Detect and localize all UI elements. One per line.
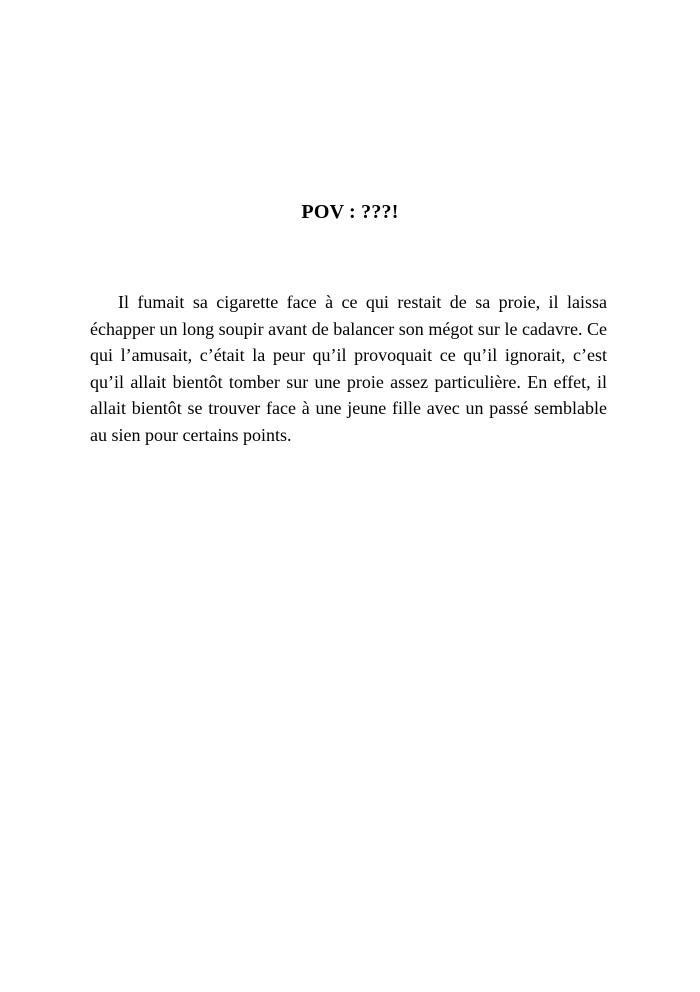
body-paragraph: Il fumait sa cigarette face à ce qui restait de sa proie, il laissa échapper un long soupir avant de balancer son mégot sur le cadavre. Ce qui l’amusait, c’était la peur qu’il provoquait ce qu’il ignorait, c’est qu’il allait bientôt tomber sur une proie assez particulière. En effet, il allait bientôt se trouver face à une jeune fille avec un passé semblable au sien pour certains points. [90,292,607,445]
chapter-title: POV : ???! [301,201,399,223]
